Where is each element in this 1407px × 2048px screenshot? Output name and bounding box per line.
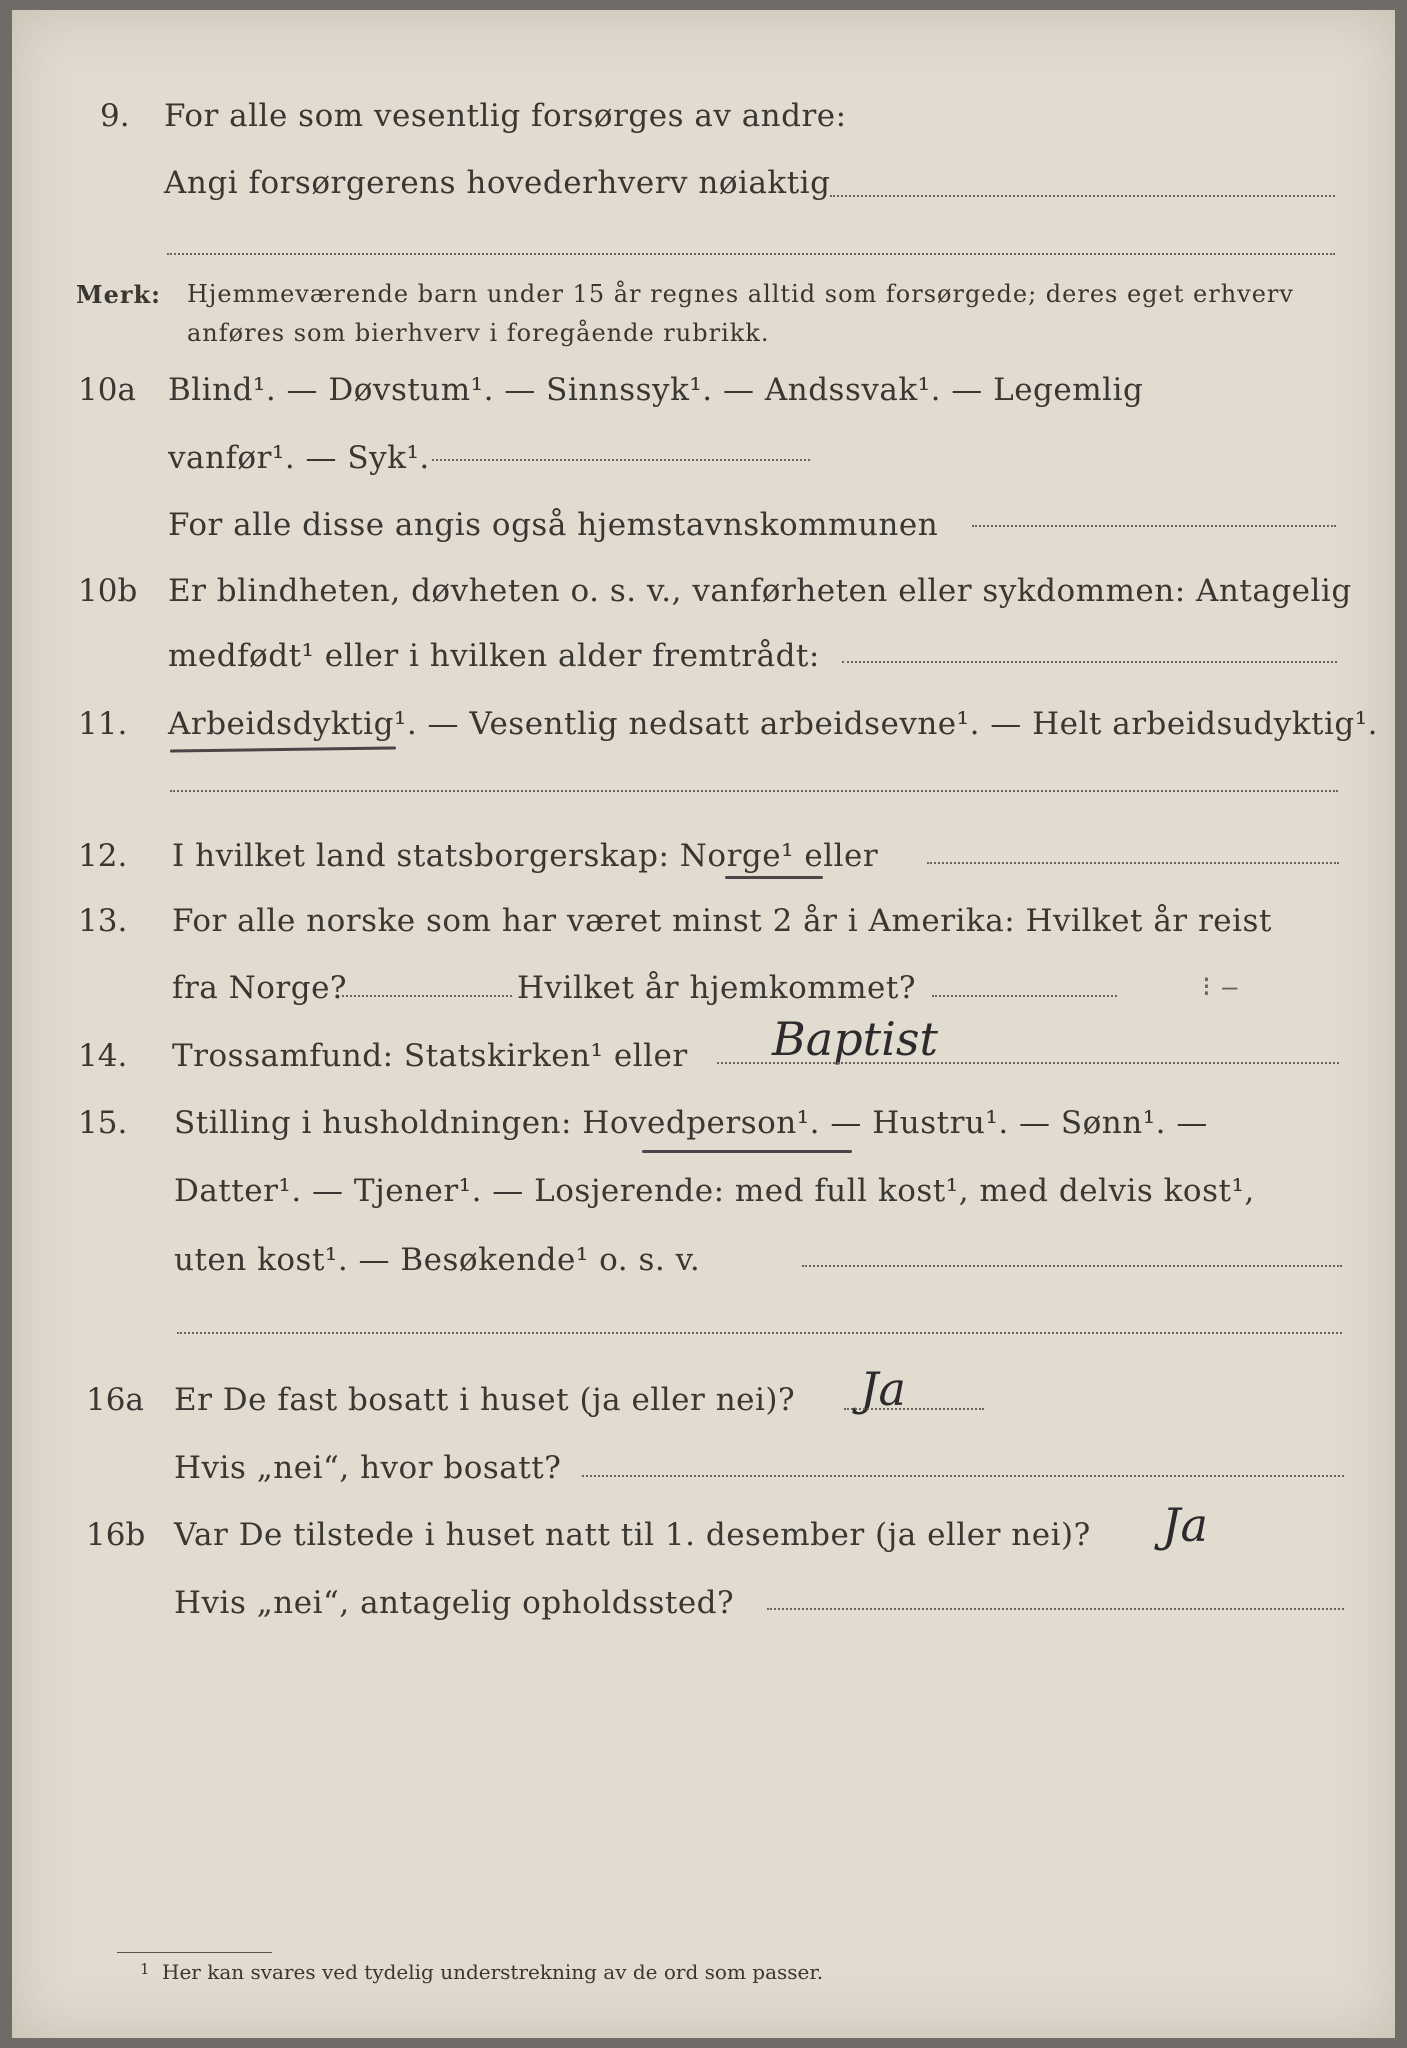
q10a-hjemstavn-line[interactable]	[972, 525, 1336, 527]
q9-answer-line[interactable]	[830, 195, 1335, 197]
q9-answer-line-2[interactable]	[167, 253, 1335, 255]
q15-line1: Stilling i husholdningen: Hovedperson¹. — Hustru¹. — Sønn¹. —	[174, 1105, 1208, 1141]
q16b-line1: Var De tilstede i huset natt til 1. desember (ja eller nei)?	[174, 1517, 1091, 1553]
q13-line2b: Hvilket år hjemkommet?	[517, 970, 916, 1006]
q16a-handwritten-answer: Ja	[860, 1362, 906, 1416]
q10b-answer-line[interactable]	[842, 661, 1337, 663]
merk-line2: anføres som bierhverv i foregående rubrikk.	[187, 319, 770, 347]
q10b-number: 10b	[78, 573, 138, 609]
q13-hjemkommet-line[interactable]	[932, 995, 1117, 997]
q9-number: 9.	[100, 98, 130, 134]
q14-handwritten-answer: Baptist	[772, 1012, 938, 1066]
q14-line1: Trossamfund: Statskirken¹ eller	[172, 1038, 688, 1074]
q16a-number: 16a	[86, 1382, 144, 1418]
q10a-number: 10a	[78, 372, 136, 408]
q12-norge-underline	[725, 876, 823, 879]
q16a-line1: Er De fast bosatt i huset (ja eller nei)?	[174, 1382, 796, 1418]
q16b-number: 16b	[86, 1517, 146, 1553]
q13-number: 13.	[78, 903, 128, 939]
q15-answer-line[interactable]	[802, 1265, 1342, 1267]
q9-line2: Angi forsørgerens hovederhverv nøiaktig	[164, 165, 831, 201]
footnote-mark: 1	[140, 1960, 150, 1978]
q11-arbeidsdyktig-underline	[170, 746, 396, 752]
q14-number: 14.	[78, 1038, 128, 1074]
q16b-opholdssted-line[interactable]	[767, 1608, 1344, 1610]
q16b-handwritten-answer: Ja	[1162, 1498, 1208, 1552]
q13-line2a: fra Norge?	[172, 970, 348, 1006]
census-form-page	[12, 10, 1395, 2038]
q9-line1: For alle som vesentlig forsørges av andre:	[164, 98, 847, 134]
q10a-line3: For alle disse angis også hjemstavnskommunen	[168, 507, 939, 543]
q14-answer-line[interactable]	[717, 1062, 1339, 1064]
merk-label: Merk:	[76, 280, 161, 309]
q11-answer-line[interactable]	[170, 790, 1338, 792]
q16a-bosatt-line[interactable]	[582, 1475, 1344, 1477]
q15-hovedperson-underline	[642, 1150, 852, 1153]
q12-line1: I hvilket land statsborgerskap: Norge¹ eller	[172, 838, 879, 874]
q10a-line1: Blind¹. — Døvstum¹. — Sinnssyk¹. — Andssvak¹. — Legemlig	[168, 372, 1144, 408]
footnote-text: Her kan svares ved tydelig understrekning av de ord som passer.	[162, 1960, 824, 1984]
q11-number: 11.	[78, 706, 128, 742]
q10a-syk-line[interactable]	[432, 459, 810, 461]
ink-smudge-mark: ⁝ ‒	[1202, 970, 1240, 1003]
q13-line1: For alle norske som har været minst 2 år i Amerika: Hvilket år reist	[172, 903, 1272, 939]
q16a-line2: Hvis „nei“, hvor bosatt?	[174, 1450, 562, 1486]
q15-line2: Datter¹. — Tjener¹. — Losjerende: med full kost¹, med delvis kost¹,	[174, 1173, 1255, 1209]
q10b-line2: medfødt¹ eller i hvilken alder fremtrådt:	[168, 638, 820, 674]
footnote-rule	[117, 1952, 272, 1953]
q10b-line1: Er blindheten, døvheten o. s. v., vanførheten eller sykdommen: Antagelig	[168, 573, 1352, 609]
q10a-line2: vanfør¹. — Syk¹.	[168, 440, 430, 476]
q12-answer-line[interactable]	[927, 862, 1339, 864]
q16b-line2: Hvis „nei“, antagelig opholdssted?	[174, 1585, 735, 1621]
q15-line3: uten kost¹. — Besøkende¹ o. s. v.	[174, 1242, 701, 1278]
q15-number: 15.	[78, 1105, 128, 1141]
q16a-answer-line[interactable]	[844, 1408, 984, 1410]
q11-line1: Arbeidsdyktig¹. — Vesentlig nedsatt arbeidsevne¹. — Helt arbeidsudyktig¹.	[168, 706, 1379, 742]
merk-line1: Hjemmeværende barn under 15 år regnes alltid som forsørgede; deres eget erhverv	[187, 280, 1294, 308]
q15-answer-line-2[interactable]	[177, 1332, 1342, 1334]
q13-reist-line[interactable]	[342, 995, 512, 997]
q12-number: 12.	[78, 838, 128, 874]
